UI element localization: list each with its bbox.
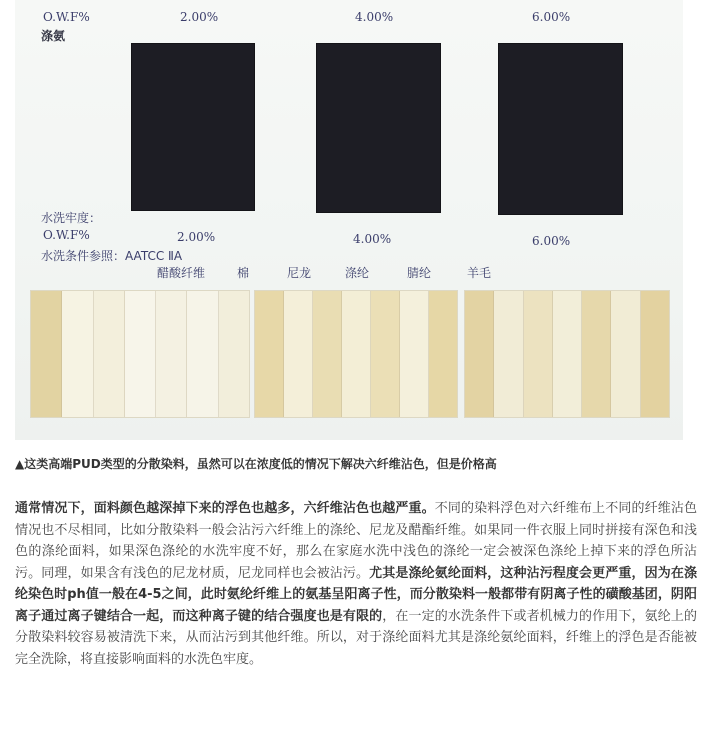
wash-fastness-label: 水洗牢度： — [41, 211, 102, 225]
stripe — [31, 291, 62, 417]
stripe — [62, 291, 93, 417]
fiber-nylon: 尼龙 — [287, 266, 312, 280]
percent-4: 4.00% — [355, 10, 394, 24]
stripe — [553, 291, 582, 417]
owf-label: O.W.F% — [43, 10, 90, 24]
stripe — [524, 291, 553, 417]
stripe — [219, 291, 249, 417]
stripe — [465, 291, 494, 417]
article-p1-bold: 通常情况下，面料颜色越深掉下来的浮色也越多，六纤维沾色也越严重。 — [15, 501, 435, 516]
article-body — [15, 498, 697, 670]
black-swatch-2 — [132, 44, 254, 210]
stripe — [400, 291, 429, 417]
fiber-label-spandex: 涤氨 — [41, 29, 66, 43]
stripe — [313, 291, 342, 417]
fiber-acetate: 醋酸纤维 — [157, 266, 206, 280]
fiber-polyester: 涤纶 — [345, 266, 370, 280]
article-p2-bold: 尤其是涤纶氨纶面料，这种沾污程度会更严重，因为在涤纶染色时ph值一般在4-5之间，此时氨纶纤维上的氨基呈阳离子性，而分散染料一般都带有阴离子性的磺酸基团，阴阳离子通过离子键结合一起，而这种离子键的结合强度也是有限的 — [15, 565, 697, 624]
fiber-cotton: 棉 — [237, 266, 250, 280]
multifiber-fabric-4 — [254, 290, 458, 418]
multifiber-fabric-6 — [464, 290, 670, 418]
percent-6: 6.00% — [532, 10, 571, 24]
percent-2-b: 2.00% — [177, 230, 216, 244]
percent-4-b: 4.00% — [353, 232, 392, 246]
stripe — [582, 291, 611, 417]
stripe — [494, 291, 523, 417]
stripe — [187, 291, 218, 417]
stripe — [611, 291, 640, 417]
owf-label-2: O.W.F% — [43, 228, 90, 242]
black-swatch-6 — [499, 44, 622, 214]
stripe — [156, 291, 187, 417]
multifiber-fabric-2 — [30, 290, 250, 418]
stripe — [94, 291, 125, 417]
percent-6-b: 6.00% — [532, 234, 571, 248]
stripe — [342, 291, 371, 417]
fiber-wool: 羊毛 — [467, 266, 492, 280]
percent-2: 2.00% — [180, 10, 219, 24]
stripe — [371, 291, 400, 417]
article-p2-text: ，在一定的水洗条件下或者机械力的作用下，氨纶上的分散染料较容易被清洗下来，从而沾污到其他纤维。所以，对于涤纶面料尤其是涤纶氨纶面料，纤维上的浮色是否能被完全洗除，将直接影响面料的水洗色牢度。 — [15, 608, 697, 667]
stripe — [255, 291, 284, 417]
multifiber-fabric-row — [30, 290, 670, 420]
fiber-acrylic: 腈纶 — [407, 266, 432, 280]
stripe — [125, 291, 156, 417]
wash-condition-label: 水洗条件参照：AATCC ⅡA — [41, 249, 183, 263]
photo-caption: ▲这类高端PUD类型的分散染料，虽然可以在浓度低的情况下解决六纤维沾色，但是价格高 — [15, 457, 497, 471]
fabric-test-photo — [15, 0, 683, 440]
stripe — [429, 291, 457, 417]
article-p1-text: 不同的染料浮色对六纤维布上不同的纤维沾色情况也不尽相同，比如分散染料一般会沾污六纤维上的涤纶、尼龙及醋酯纤维。如果同一件衣服上同时拼接有深色和浅色的涤纶面料，如果深色涤纶的水洗牢度不好，那么在家庭水洗中浅色的涤纶一定会被深色涤纶上掉下来的浮色所沾污。同理，如果含有浅色的尼龙材质，尼龙同样也会被沾污。 — [15, 501, 697, 581]
stripe — [641, 291, 669, 417]
black-swatch-4 — [317, 44, 440, 212]
stripe — [284, 291, 313, 417]
